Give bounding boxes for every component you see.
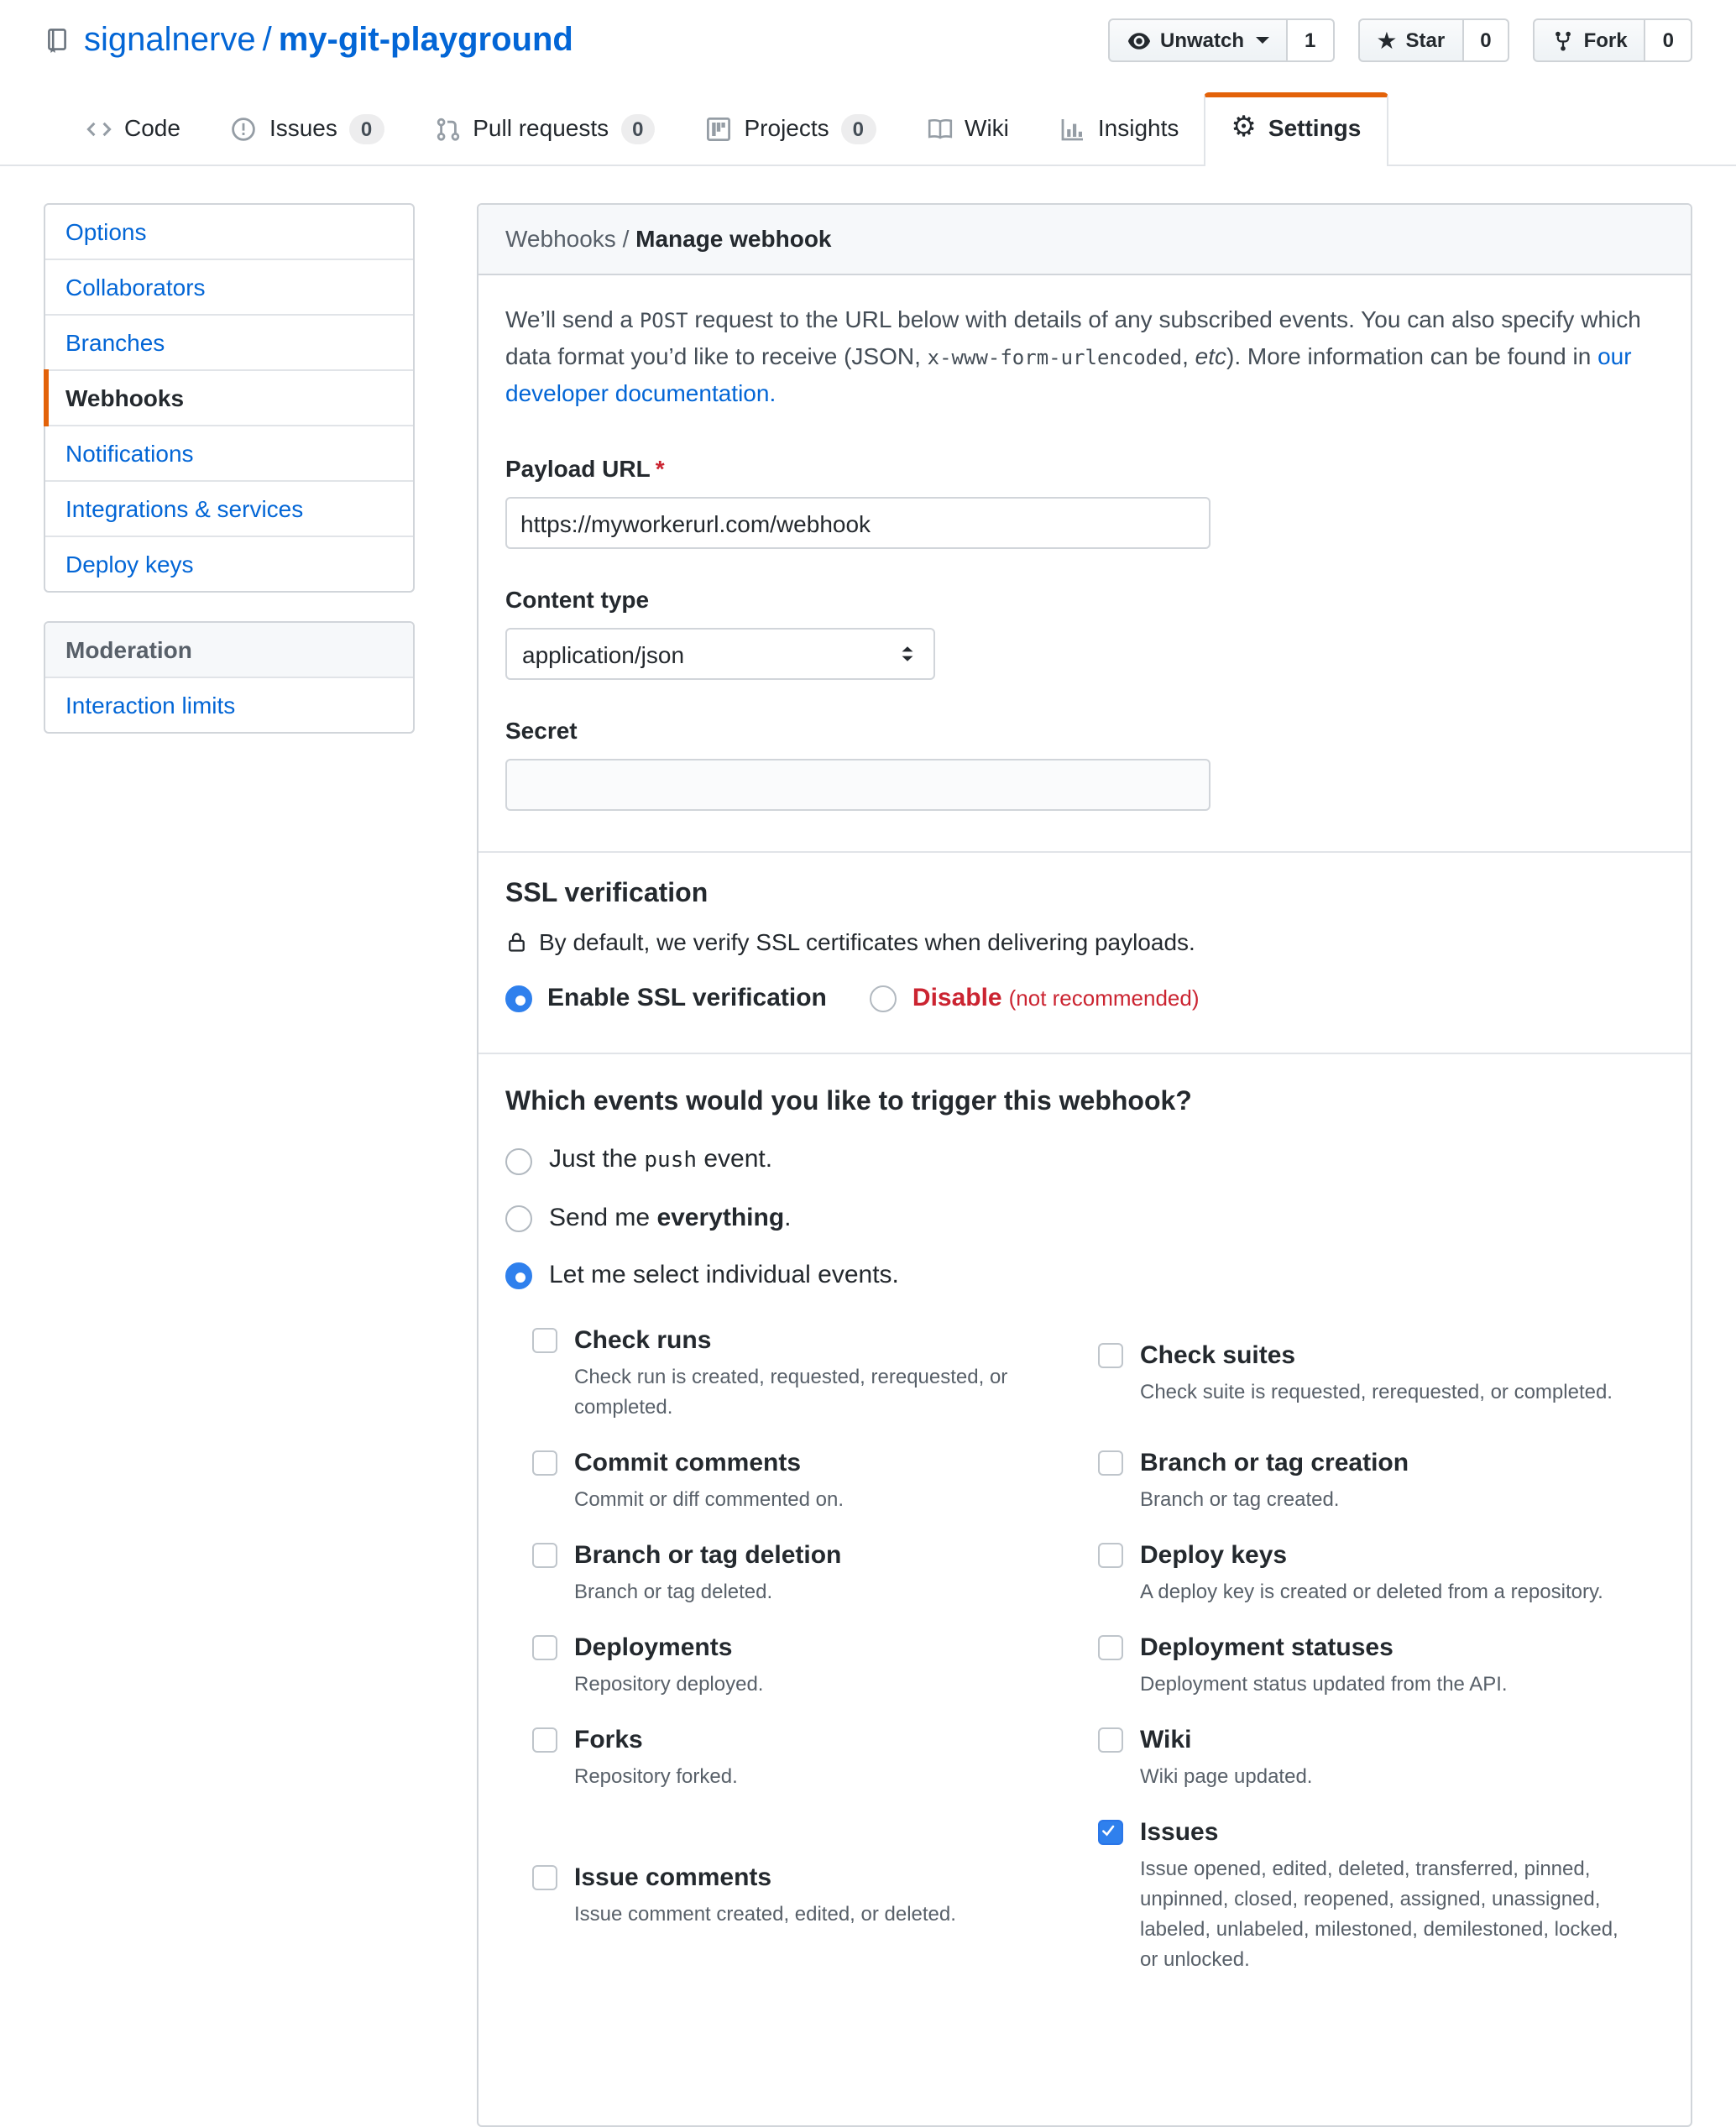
select-caret-icon xyxy=(897,643,918,665)
caret-down-icon xyxy=(1256,37,1269,44)
event-checkbox-row-branch-or-tag-creation[interactable] xyxy=(1098,1445,1630,1481)
moderation-menu xyxy=(44,621,415,734)
event-checkbox-commit-comments[interactable] xyxy=(532,1450,557,1476)
event-checkbox-row-check-suites[interactable] xyxy=(1098,1338,1630,1373)
event-checkbox-check-suites[interactable] xyxy=(1098,1343,1123,1368)
sidebar-item-interaction-limits[interactable]: Interaction limits xyxy=(65,692,236,719)
event-item-check-runs xyxy=(532,1323,1098,1422)
tab-label: Issues xyxy=(269,114,337,141)
manage-webhook-title: Manage webhook xyxy=(635,225,832,252)
event-checkbox-forks[interactable] xyxy=(532,1727,557,1753)
event-trigger-option-1[interactable] xyxy=(505,1202,1664,1236)
content-type-value: application/json xyxy=(522,640,685,667)
event-trigger-label: Send me everything. xyxy=(549,1204,792,1232)
event-row xyxy=(532,1815,1664,1974)
event-title: Check suites xyxy=(1140,1341,1296,1370)
fork-label: Fork xyxy=(1583,29,1628,52)
tab-pull-requests[interactable] xyxy=(409,92,680,165)
event-checkbox-row-check-runs[interactable] xyxy=(532,1323,1064,1358)
repo-breadcrumb xyxy=(84,18,573,62)
event-row xyxy=(532,1445,1664,1514)
event-checkbox-row-issues[interactable] xyxy=(1098,1815,1630,1850)
event-item-deploy-keys xyxy=(1098,1538,1664,1607)
event-description: Issue opened, edited, deleted, transferred, pinned, unpinned, closed, reopened, assigned, unassigned, labeled, unlabeled, milestoned, demilestoned, locked, or unlocked. xyxy=(1140,1857,1618,1971)
event-row xyxy=(532,1538,1664,1607)
event-title: Issue comments xyxy=(574,1863,772,1892)
payload-url-label: Payload URL * xyxy=(505,455,665,482)
ssl-enable-option[interactable] xyxy=(505,984,827,1012)
event-description: Repository deployed. xyxy=(574,1672,764,1696)
event-item-wiki xyxy=(1098,1722,1664,1791)
secret-input[interactable] xyxy=(505,759,1210,811)
sidebar-item-collaborators[interactable]: Collaborators xyxy=(45,260,413,316)
event-trigger-label: Let me select individual events. xyxy=(549,1261,899,1289)
settings-sidebar xyxy=(44,203,415,762)
tab-issues[interactable] xyxy=(206,92,409,165)
ssl-note-text: By default, we verify SSL certificates when delivering payloads. xyxy=(539,928,1195,955)
event-description: Issue comment created, edited, or deleted. xyxy=(574,1902,956,1926)
event-item-issue-comments xyxy=(532,1860,1098,1929)
star-button[interactable] xyxy=(1357,18,1463,62)
tab-insights[interactable] xyxy=(1034,92,1205,165)
event-checkbox-row-issue-comments[interactable] xyxy=(532,1860,1064,1895)
event-checkbox-issue-comments[interactable] xyxy=(532,1865,557,1890)
star-label: Star xyxy=(1405,29,1446,52)
event-description: Commit or diff commented on. xyxy=(574,1487,844,1511)
event-checkbox-deploy-keys[interactable] xyxy=(1098,1543,1123,1568)
ssl-disable-radio[interactable] xyxy=(871,985,897,1011)
event-item-check-suites xyxy=(1098,1338,1664,1407)
tab-label: Pull requests xyxy=(473,114,609,141)
tab-label: Wiki xyxy=(965,114,1009,141)
event-checkbox-row-deployments[interactable] xyxy=(532,1630,1064,1665)
repo-title xyxy=(44,18,573,62)
required-asterisk: * xyxy=(655,455,665,482)
projects-icon xyxy=(706,115,733,142)
moderation-header: Moderation xyxy=(45,623,413,678)
tab-label: Code xyxy=(124,114,180,141)
event-title: Wiki xyxy=(1140,1726,1192,1754)
event-title: Commit comments xyxy=(574,1449,802,1477)
event-description: A deploy key is created or deleted from a repository. xyxy=(1140,1580,1603,1603)
tab-settings[interactable] xyxy=(1204,92,1388,166)
event-checkbox-row-branch-or-tag-deletion[interactable] xyxy=(532,1538,1064,1573)
event-item-commit-comments xyxy=(532,1445,1098,1514)
ssl-section xyxy=(505,876,1664,1012)
section-divider xyxy=(478,1053,1691,1054)
secret-label: Secret xyxy=(505,717,578,744)
event-description: Branch or tag created. xyxy=(1140,1487,1340,1511)
repo-owner-link[interactable]: signalnerve xyxy=(84,22,256,59)
event-title: Check runs xyxy=(574,1326,712,1355)
event-item-branch-or-tag-deletion xyxy=(532,1538,1098,1607)
ssl-enable-radio[interactable] xyxy=(505,985,532,1011)
repo-nav xyxy=(0,92,1736,166)
pull-request-icon xyxy=(434,115,461,142)
repo-header xyxy=(44,0,1692,62)
content-type-select[interactable] xyxy=(505,628,935,680)
gear-icon: ⚙ xyxy=(1231,111,1257,143)
social-actions xyxy=(1108,18,1692,62)
events-heading: Which events would you like to trigger this webhook? xyxy=(505,1088,1192,1116)
event-item-forks xyxy=(532,1722,1098,1791)
event-title: Forks xyxy=(574,1726,643,1754)
unwatch-button[interactable] xyxy=(1108,18,1288,62)
event-row xyxy=(532,1630,1664,1699)
tab-label: Insights xyxy=(1097,114,1179,141)
event-title: Deploy keys xyxy=(1140,1541,1288,1570)
content-type-label: Content type xyxy=(505,586,650,613)
repo-separator: / xyxy=(262,22,272,59)
tab-code[interactable] xyxy=(60,92,206,165)
ssl-heading: SSL verification xyxy=(505,880,709,908)
insights-icon xyxy=(1059,115,1086,142)
event-trigger-option-0[interactable] xyxy=(505,1143,1664,1178)
event-title: Deployment statuses xyxy=(1140,1633,1394,1662)
ssl-disable-label: Disable xyxy=(912,984,1002,1012)
event-item-deployment-statuses xyxy=(1098,1630,1664,1699)
event-checkbox-row-commit-comments[interactable] xyxy=(532,1445,1064,1481)
webhooks-breadcrumb-link[interactable]: Webhooks / xyxy=(505,225,630,252)
event-trigger-label: Just the push event. xyxy=(549,1145,773,1173)
panel-breadcrumb xyxy=(478,205,1691,275)
payload-url-input[interactable] xyxy=(505,497,1210,549)
repo-name-link[interactable]: my-git-playground xyxy=(278,22,573,59)
event-checkbox-check-runs[interactable] xyxy=(532,1328,557,1353)
tab-count-badge: 0 xyxy=(349,113,384,144)
watch-button-group xyxy=(1108,18,1334,62)
tab-label: Settings xyxy=(1268,114,1362,141)
issue-icon xyxy=(231,115,258,142)
ssl-enable-label: Enable SSL verification xyxy=(547,984,827,1012)
event-checkbox-row-deploy-keys[interactable] xyxy=(1098,1538,1630,1573)
webhook-intro-text: We’ll send a POST request to the URL below with details of any subscribed events. You can also specify which data format you’d like to receive (JSON, x-www-form-urlencoded, etc). More information can be found in our developer documentation. xyxy=(505,306,1641,406)
sidebar-item-deploy-keys[interactable]: Deploy keys xyxy=(65,551,194,577)
event-item-issues xyxy=(1098,1815,1664,1974)
tab-count-badge: 0 xyxy=(841,113,876,144)
fork-button[interactable] xyxy=(1534,18,1646,62)
star-icon: ★ xyxy=(1376,27,1398,54)
fork-icon xyxy=(1552,28,1576,53)
watch-count[interactable]: 1 xyxy=(1288,18,1334,62)
event-checkbox-deployment-statuses[interactable] xyxy=(1098,1635,1123,1660)
event-row xyxy=(532,1722,1664,1791)
event-description: Check run is created, requested, rerequested, or completed. xyxy=(574,1365,1008,1419)
tab-label: Projects xyxy=(744,114,829,141)
sidebar-item-webhooks[interactable]: Webhooks xyxy=(45,371,413,426)
settings-menu xyxy=(44,203,415,593)
fork-button-group xyxy=(1534,18,1692,62)
fork-count[interactable]: 0 xyxy=(1646,18,1692,62)
event-checkbox-branch-or-tag-creation[interactable] xyxy=(1098,1450,1123,1476)
event-title: Branch or tag deletion xyxy=(574,1541,842,1570)
section-divider xyxy=(478,851,1691,853)
event-item-deployments xyxy=(532,1630,1098,1699)
tab-count-badge: 0 xyxy=(620,113,655,144)
event-description: Repository forked. xyxy=(574,1764,738,1788)
ssl-disable-note: (not recommended) xyxy=(1008,985,1200,1011)
events-section xyxy=(505,1084,1664,1974)
content-type-group xyxy=(505,583,1664,680)
star-count[interactable]: 0 xyxy=(1463,18,1509,62)
ssl-disable-option[interactable] xyxy=(871,984,1200,1012)
secret-group xyxy=(505,713,1664,811)
event-description: Branch or tag deleted. xyxy=(574,1580,773,1603)
event-checkbox-row-wiki[interactable] xyxy=(1098,1722,1630,1758)
event-checkbox-deployments[interactable] xyxy=(532,1635,557,1660)
developer-documentation-link[interactable]: our developer documentation. xyxy=(505,342,1632,406)
event-checkbox-wiki[interactable] xyxy=(1098,1727,1123,1753)
tab-projects[interactable] xyxy=(681,92,902,165)
payload-url-group xyxy=(505,452,1664,549)
event-trigger-radio-1[interactable] xyxy=(505,1205,532,1232)
sidebar-item-integrations-services[interactable]: Integrations & services xyxy=(45,482,413,537)
event-row xyxy=(532,1323,1664,1422)
event-checkbox-grid xyxy=(505,1323,1664,1974)
webhook-panel xyxy=(477,203,1692,2127)
event-title: Deployments xyxy=(574,1633,733,1662)
event-trigger-option-2[interactable] xyxy=(505,1259,1664,1293)
sidebar-item-notifications[interactable]: Notifications xyxy=(45,426,413,482)
sidebar-item-branches[interactable]: Branches xyxy=(45,316,413,371)
event-description: Check suite is requested, rerequested, or completed. xyxy=(1140,1380,1613,1403)
event-trigger-radio-0[interactable] xyxy=(505,1147,532,1174)
event-checkbox-issues[interactable] xyxy=(1098,1820,1123,1845)
sidebar-item-options[interactable]: Options xyxy=(45,205,413,260)
event-checkbox-row-deployment-statuses[interactable] xyxy=(1098,1630,1630,1665)
event-description: Wiki page updated. xyxy=(1140,1764,1313,1788)
event-item-branch-or-tag-creation xyxy=(1098,1445,1664,1514)
repo-icon xyxy=(44,27,71,54)
event-checkbox-row-forks[interactable] xyxy=(532,1722,1064,1758)
event-trigger-radio-2[interactable] xyxy=(505,1262,532,1289)
tab-wiki[interactable] xyxy=(901,92,1034,165)
star-button-group xyxy=(1357,18,1509,62)
eye-icon xyxy=(1127,28,1152,53)
lock-icon xyxy=(505,930,529,955)
unwatch-label: Unwatch xyxy=(1160,29,1245,52)
event-checkbox-branch-or-tag-deletion[interactable] xyxy=(532,1543,557,1568)
event-title: Branch or tag creation xyxy=(1140,1449,1409,1477)
wiki-icon xyxy=(926,115,953,142)
code-icon xyxy=(86,115,112,142)
event-title: Issues xyxy=(1140,1818,1219,1847)
event-description: Deployment status updated from the API. xyxy=(1140,1672,1508,1696)
